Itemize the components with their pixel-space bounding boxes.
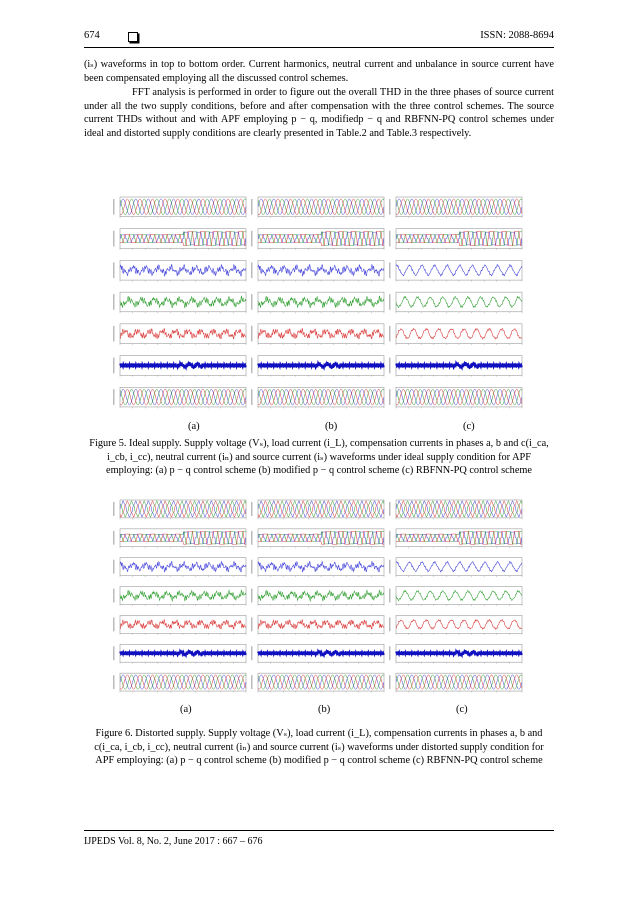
waveform-panel [113,587,246,606]
waveform-panel [113,500,246,519]
waveform-panel [251,615,384,634]
figure-5-caption: Figure 5. Ideal supply. Supply voltage (Vₛ), load current (i_L), compensation currents in phases a, b and c(i_ca, i_cb, i_cc), neutral current (iₙ) and source current (iₛ) waveforms under ideal supply condition for APF employing: (a) p − q control scheme (b) modified p − q control scheme (c) RBFNN-PQ control scheme [89,438,549,477]
waveform-panel [113,292,246,313]
waveform-panel [251,529,384,548]
figure-6-caption: Figure 6. Distorted supply. Supply voltage (Vₛ), load current (i_L), compensation currents in phases a, b and c(i_ca, i_cb, i_cc), neutral current (iₙ) and source current (iₛ) waveforms under distorted supply condition for APF employing: (a) p − q control scheme (b) modified p − q control scheme (c) RBFNN-PQ control scheme [94,728,544,767]
waveform-panel [113,356,246,377]
waveform-panel [251,324,384,345]
waveform-panel [389,558,522,577]
waveform-panel [113,260,246,281]
figure-6-label-b: (b) [318,704,331,715]
figure-5-label-a: (a) [188,421,200,432]
waveform-panel [389,644,522,663]
waveform-panel [389,587,522,606]
waveform-panel [251,260,384,281]
waveform-panel [251,197,384,218]
waveform-panel [389,324,522,345]
footer-rule [84,830,554,831]
waveform-panel [389,673,522,692]
figure-5-plots [110,195,528,417]
waveform-panel [113,644,246,663]
waveform-panel [113,673,246,692]
waveform-panel [251,229,384,250]
waveform-panel [113,558,246,577]
waveform-panel [251,500,384,519]
footer-journal: IJPEDS Vol. 8, No. 2, June 2017 : 667 – 676 [84,836,263,847]
header-rule [84,47,554,48]
page-number: 674 [84,30,100,41]
waveform-panel [113,615,246,634]
waveform-panel [251,673,384,692]
square-bullet-icon [128,32,138,42]
waveform-panel [113,324,246,345]
waveform-panel [113,197,246,218]
figure-5-label-c: (c) [463,421,475,432]
waveform-panel [389,500,522,519]
waveform-panel [389,229,522,250]
waveform-panel [251,387,384,408]
waveform-panel [113,229,246,250]
waveform-panel [389,387,522,408]
figure-5-waveforms [110,195,528,417]
waveform-panel [113,387,246,408]
waveform-panel [251,292,384,313]
waveform-panel [113,529,246,548]
waveform-panel [389,615,522,634]
paragraph-2: FFT analysis is performed in order to figure out the overall THD in the three phases of source current under all the two supply conditions, before and after compensation with the three control schemes. The source current THDs without and with APF employing p − q, modifiedp − q and RBFNN-PQ control schemes under ideal and distorted supply conditions are clearly presented in Table.2 and Table.3 respectively. [84,87,554,139]
figure-6-label-c: (c) [456,704,468,715]
figure-6-plots [110,498,528,700]
waveform-panel [251,356,384,377]
page-header [84,30,554,46]
figure-5-label-b: (b) [325,421,338,432]
waveform-panel [389,292,522,313]
waveform-panel [251,558,384,577]
waveform-panel [389,197,522,218]
waveform-panel [251,644,384,663]
figure-6-waveforms [110,498,528,700]
waveform-panel [389,260,522,281]
paragraph-1: (iₛ) waveforms in top to bottom order. Current harmonics, neutral current and unbalance in source current have been compensated employing all the discussed control schemes. [84,59,554,84]
waveform-panel [389,356,522,377]
waveform-panel [389,529,522,548]
waveform-panel [251,587,384,606]
issn: ISSN: 2088-8694 [480,30,554,41]
figure-6-label-a: (a) [180,704,192,715]
